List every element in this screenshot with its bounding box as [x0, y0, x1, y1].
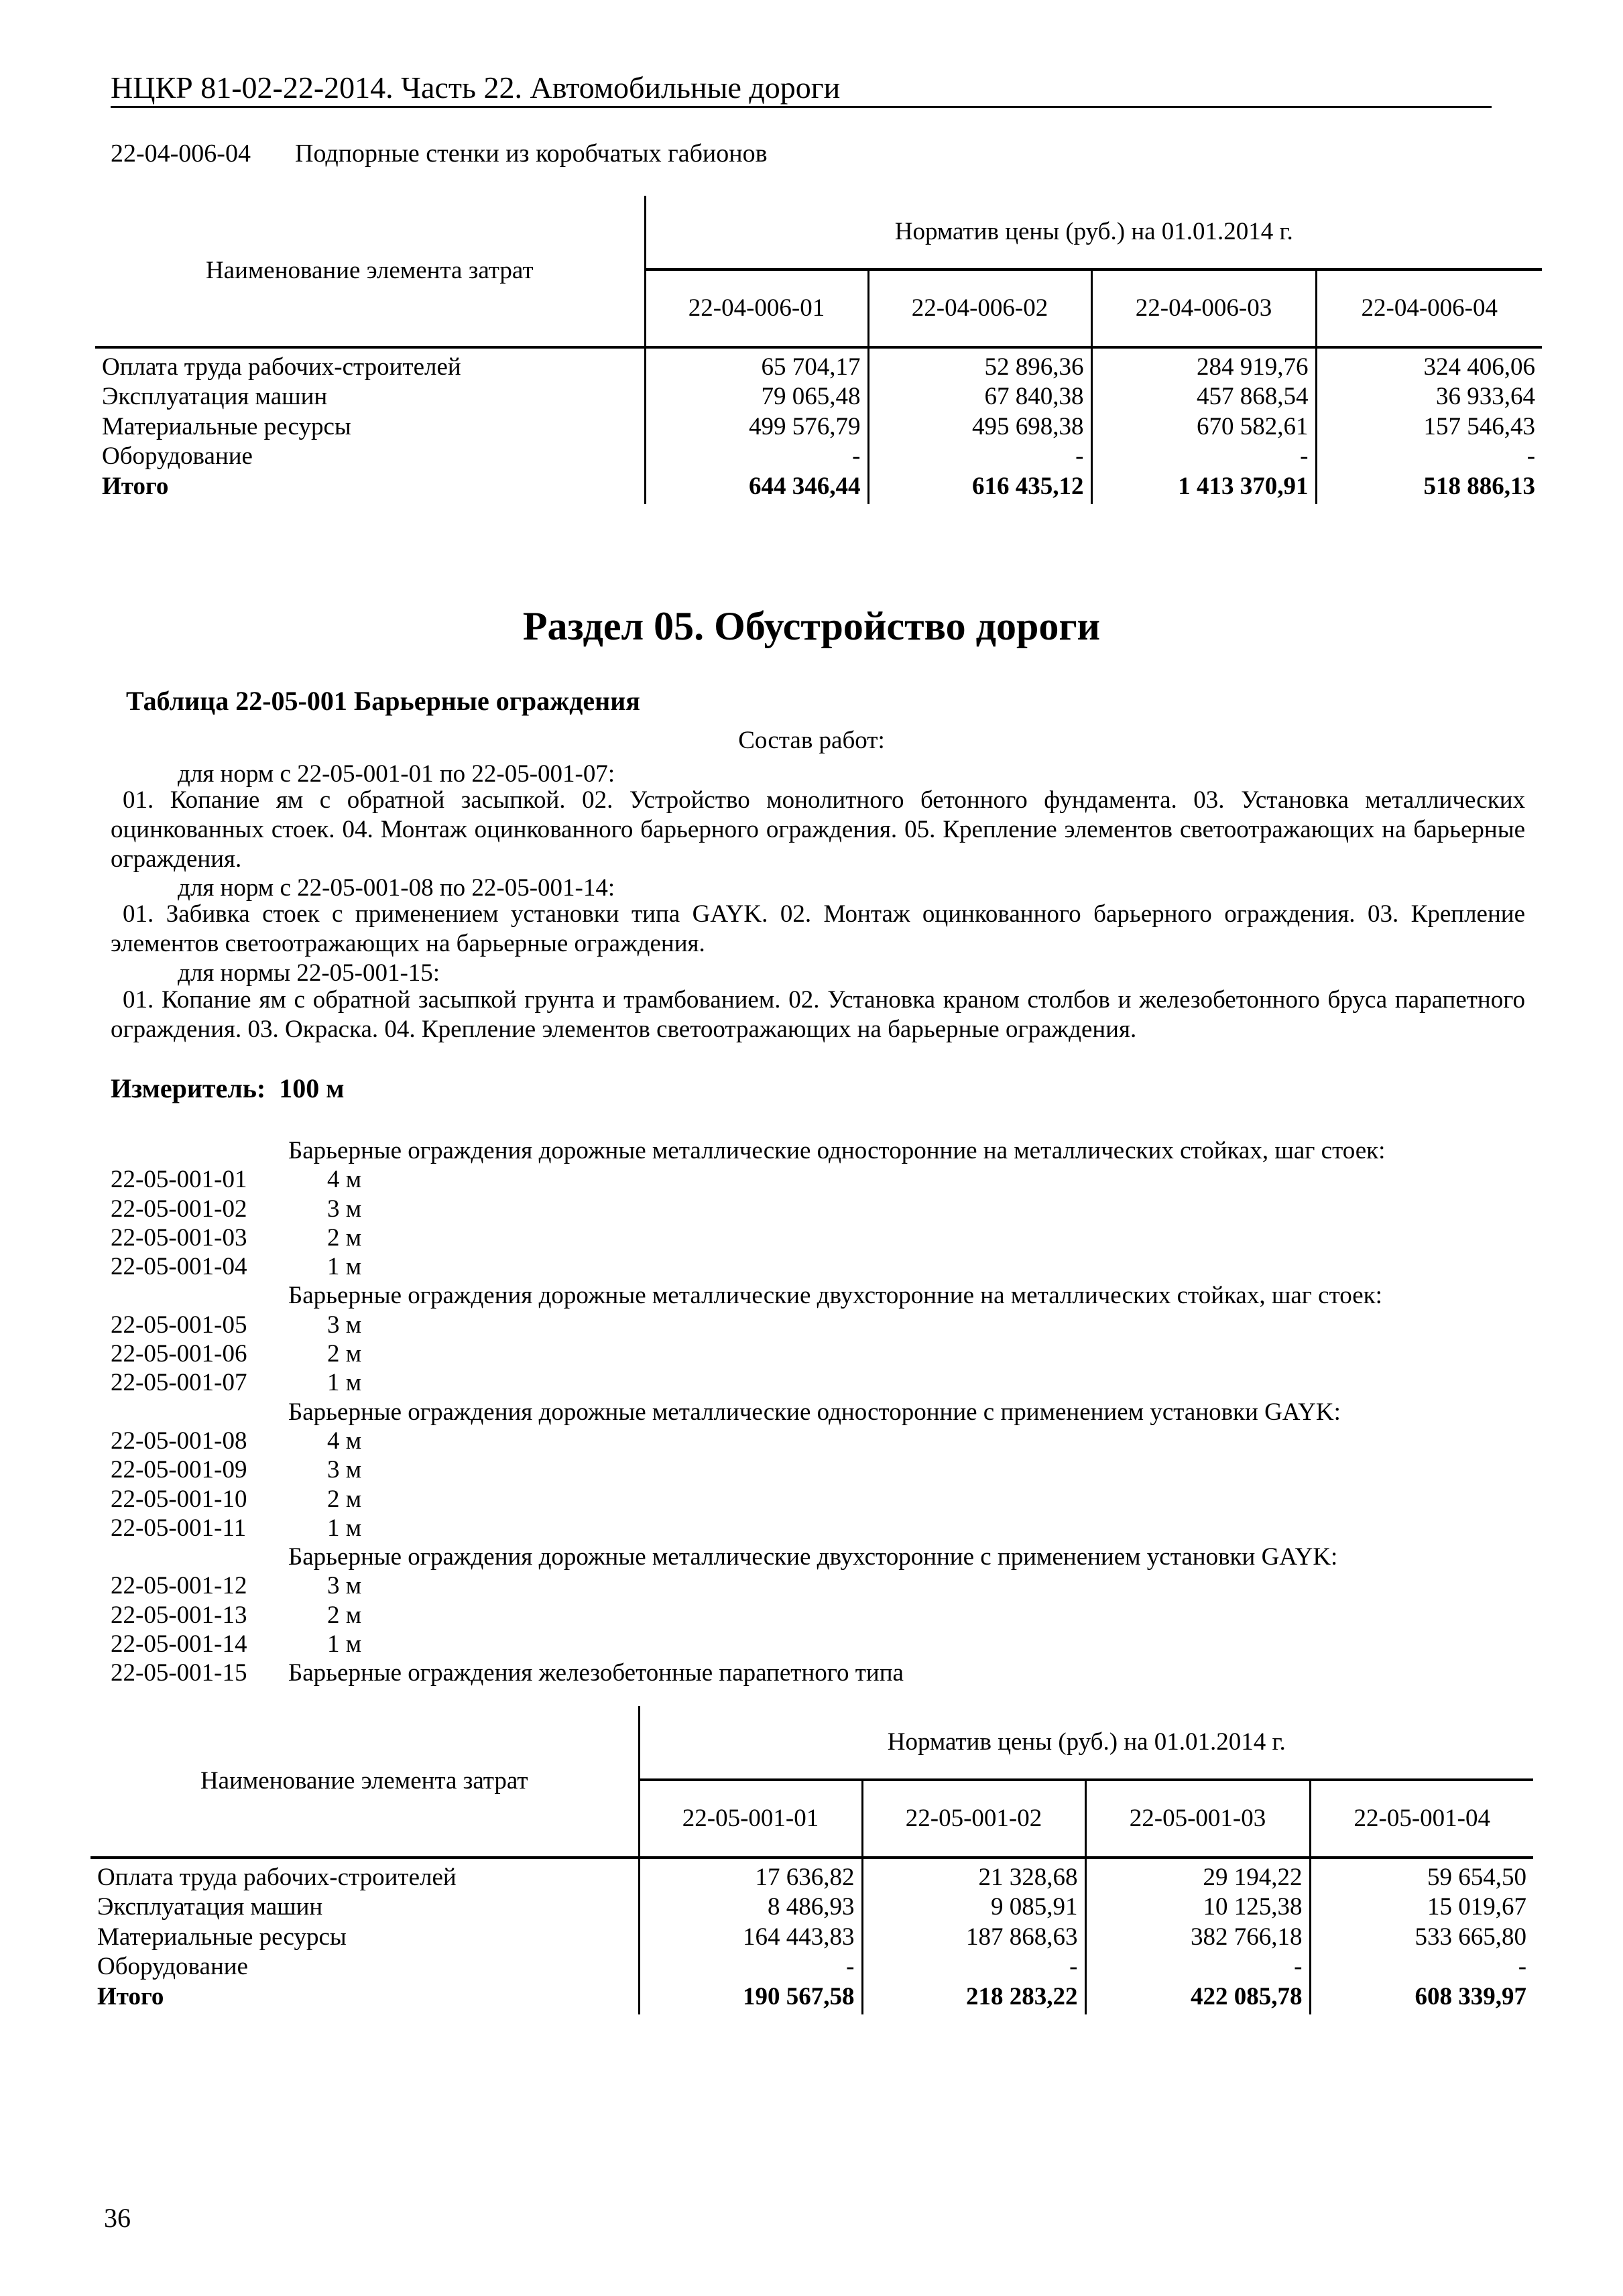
work-group-text: 01. Копание ям с обратной засыпкой. 02. Устройство монолитного бетонного фундамента. 03. Установка металлических оцинкованных стоек. 04. Монтаж оцинкованного барьерного ограждения. 05. Крепление элементов светоотражающих на барьерные ограждения.: [111, 786, 1525, 873]
cell-value: -: [1085, 1952, 1310, 1982]
document-header-title: НЦКР 81-02-22-2014. Часть 22. Автомобильные дороги: [111, 70, 841, 105]
subsection-heading: [111, 139, 768, 168]
cell-value: 533 665,80: [1310, 1923, 1533, 1952]
norm-item: [111, 1252, 1385, 1281]
measure-unit: [111, 1073, 344, 1104]
table-row: [91, 1892, 1533, 1922]
norm-code: 22-05-001-11: [111, 1514, 247, 1542]
cell-value: 644 346,44: [749, 472, 861, 500]
cost-element-header: Наименование элемента затрат: [91, 1706, 639, 1858]
row-label: Материальные ресурсы: [91, 1923, 639, 1952]
norm-code: 22-05-001-04: [111, 1253, 247, 1281]
cell-value: 457 868,54: [1091, 382, 1316, 412]
cell-value: 67 840,38: [868, 382, 1091, 412]
norm-step: 2 м: [327, 1223, 362, 1252]
work-group-text: 01. Копание ям с обратной засыпкой грунта и трамбованием. 02. Установка краном столбов и железобетонного бруса парапетного ограждения. 03. Окраска. 04. Крепление элементов светоотражающих на барьерные ограждения.: [111, 986, 1525, 1043]
norm-code: 22-05-001-03: [111, 1223, 247, 1252]
cell-value: 9 085,91: [862, 1892, 1085, 1922]
norm-step: 3 м: [327, 1195, 362, 1223]
table-row: [95, 347, 1542, 382]
cell-value: 670 582,61: [1091, 412, 1316, 442]
cell-value: 79 065,48: [761, 383, 861, 411]
norm-code: 22-05-001-15: [111, 1659, 247, 1687]
table-row-total: [95, 472, 1542, 504]
norm-item: [111, 1339, 1385, 1368]
column-header: 22-04-006-02: [868, 269, 1091, 347]
cell-value: 284 919,76: [1091, 347, 1316, 382]
norm-item: [111, 1571, 1385, 1600]
row-label: Материальные ресурсы: [95, 412, 645, 442]
table-title: Таблица 22-05-001 Барьерные ограждения: [126, 686, 640, 716]
row-label: Эксплуатация машин: [95, 382, 645, 412]
norm-step: 2 м: [327, 1485, 362, 1513]
work-group-lead: для норм с 22-05-001-01 по 22-05-001-07:: [178, 760, 615, 788]
norm-item: [111, 1311, 1385, 1339]
column-header: 22-05-001-03: [1085, 1780, 1310, 1858]
cell-value: -: [862, 1952, 1085, 1982]
cost-element-header: Наименование элемента затрат: [95, 196, 645, 347]
norm-item: [111, 1630, 1385, 1658]
cell-value: 422 085,78: [1085, 1982, 1310, 2014]
norm-code: 22-05-001-10: [111, 1485, 247, 1513]
norm-step: 4 м: [327, 1166, 362, 1194]
norm-group-heading: [111, 1543, 1385, 1571]
row-label: Оборудование: [95, 442, 645, 471]
norm-code: 22-05-001-07: [111, 1369, 247, 1397]
column-header: 22-04-006-03: [1091, 269, 1316, 347]
cost-table-22-04-006: [95, 196, 1542, 504]
norm-group-heading: [111, 1136, 1385, 1165]
norm-step: 2 м: [327, 1601, 362, 1629]
cell-value: -: [1091, 442, 1316, 471]
norm-text: Барьерные ограждения железобетонные парапетного типа: [288, 1659, 904, 1687]
norm-code: 22-05-001-01: [111, 1166, 247, 1194]
norm-code: 22-05-001-14: [111, 1630, 247, 1658]
row-label: Итого: [91, 1982, 639, 2014]
measure-value: 100 м: [279, 1073, 345, 1103]
norm-list: [111, 1136, 1385, 1688]
subsection-title: Подпорные стенки из коробчатых габионов: [295, 139, 768, 168]
norm-code: 22-05-001-02: [111, 1195, 247, 1223]
row-label: Оплата труда рабочих-строителей: [91, 1858, 639, 1892]
cell-value: -: [868, 442, 1091, 471]
row-label: Оборудование: [91, 1952, 639, 1982]
section-title: Раздел 05. Обустройство дороги: [522, 604, 1101, 648]
norm-code: 22-05-001-09: [111, 1456, 247, 1484]
cell-value: 608 339,97: [1310, 1982, 1533, 2014]
cell-value: 518 886,13: [1316, 472, 1542, 504]
norm-text: Барьерные ограждения дорожные металлические двухсторонние на металлических стойках, шаг стоек:: [288, 1282, 1382, 1310]
norm-step: 3 м: [327, 1572, 362, 1600]
row-label: Оплата труда рабочих-строителей: [95, 347, 645, 382]
norm-item: [111, 1195, 1385, 1223]
norm-code: 22-05-001-12: [111, 1572, 247, 1600]
column-header: 22-04-006-01: [645, 269, 868, 347]
column-header: 22-04-006-04: [1316, 269, 1542, 347]
table-row: [95, 382, 1542, 412]
cell-value: 29 194,22: [1085, 1858, 1310, 1892]
cell-value: 21 328,68: [862, 1858, 1085, 1892]
norm-step: 4 м: [327, 1427, 362, 1455]
cell-value: 218 283,22: [862, 1982, 1085, 2014]
cell-value: 157 546,43: [1316, 412, 1542, 442]
table-row: [95, 442, 1542, 471]
table-row: [95, 412, 1542, 442]
table-row-total: [91, 1982, 1533, 2014]
cell-value: 10 125,38: [1085, 1892, 1310, 1922]
norm-item: [111, 1601, 1385, 1630]
measure-label: Измеритель:: [111, 1073, 266, 1103]
norm-item: [111, 1368, 1385, 1397]
cell-value: 36 933,64: [1316, 382, 1542, 412]
row-label: Итого: [95, 472, 645, 504]
norm-item: [111, 1658, 1385, 1687]
work-group-lead: для нормы 22-05-001-15:: [178, 959, 440, 987]
cell-value: 382 766,18: [1085, 1923, 1310, 1952]
row-label: Эксплуатация машин: [91, 1892, 639, 1922]
price-norm-header: Норматив цены (руб.) на 01.01.2014 г.: [639, 1706, 1533, 1780]
price-norm-header: Норматив цены (руб.) на 01.01.2014 г.: [645, 196, 1542, 269]
cell-value: 15 019,67: [1310, 1892, 1533, 1922]
work-group-lead: для норм с 22-05-001-08 по 22-05-001-14:: [178, 874, 615, 902]
norm-step: 3 м: [327, 1311, 362, 1339]
norm-item: [111, 1223, 1385, 1252]
header-divider: [111, 106, 1492, 108]
norm-text: Барьерные ограждения дорожные металлические односторонние с применением установки GAYK:: [288, 1398, 1341, 1426]
cell-value: 499 576,79: [749, 412, 861, 440]
work-group-text: 01. Забивка стоек с применением установки типа GAYK. 02. Монтаж оцинкованного барьерного ограждения. 03. Крепление элементов светоотражающих на барьерные ограждения.: [111, 900, 1525, 957]
cell-value: 495 698,38: [868, 412, 1091, 442]
cell-value: 187 868,63: [862, 1923, 1085, 1952]
norm-item: [111, 1485, 1385, 1514]
cell-value: -: [852, 442, 861, 471]
norm-code: 22-05-001-13: [111, 1601, 247, 1629]
cell-value: 59 654,50: [1310, 1858, 1533, 1892]
cell-value: 1 413 370,91: [1091, 472, 1316, 504]
norm-code: 22-05-001-08: [111, 1427, 247, 1455]
norm-code: 22-05-001-05: [111, 1311, 247, 1339]
norm-group-heading: [111, 1398, 1385, 1427]
work-composition-header: Состав работ:: [738, 727, 885, 754]
norm-step: 2 м: [327, 1340, 362, 1368]
cell-value: 17 636,82: [755, 1864, 855, 1891]
cell-value: -: [1316, 442, 1542, 471]
norm-item: [111, 1514, 1385, 1543]
norm-step: 1 м: [327, 1369, 362, 1397]
page-number: 36: [104, 2203, 131, 2233]
table-row: [91, 1923, 1533, 1952]
cell-value: 616 435,12: [868, 472, 1091, 504]
norm-step: 1 м: [327, 1514, 362, 1542]
norm-text: Барьерные ограждения дорожные металлические двухсторонние с применением установки GAYK:: [288, 1543, 1338, 1571]
cell-value: 324 406,06: [1316, 347, 1542, 382]
cell-value: 52 896,36: [868, 347, 1091, 382]
norm-item: [111, 1455, 1385, 1484]
norm-code: 22-05-001-06: [111, 1340, 247, 1368]
norm-item: [111, 1165, 1385, 1194]
norm-group-heading: [111, 1281, 1385, 1310]
norm-step: 1 м: [327, 1253, 362, 1281]
norm-step: 1 м: [327, 1630, 362, 1658]
cell-value: 65 704,17: [761, 353, 861, 381]
norm-step: 3 м: [327, 1456, 362, 1484]
cell-value: -: [846, 1953, 855, 1981]
column-header: 22-05-001-04: [1310, 1780, 1533, 1858]
table-row: [91, 1952, 1533, 1982]
norm-item: [111, 1427, 1385, 1455]
column-header: 22-05-001-02: [862, 1780, 1085, 1858]
cell-value: -: [1310, 1952, 1533, 1982]
cell-value: 8 486,93: [768, 1893, 855, 1921]
cell-value: 164 443,83: [743, 1923, 855, 1951]
norm-text: Барьерные ограждения дорожные металлические односторонние на металлических стойках, шаг стоек:: [288, 1137, 1386, 1164]
subsection-code: 22-04-006-04: [111, 139, 251, 168]
cost-table-22-05-001: [91, 1706, 1533, 2014]
column-header: 22-05-001-01: [639, 1780, 862, 1858]
table-row: [91, 1858, 1533, 1892]
cell-value: 190 567,58: [743, 1982, 855, 2010]
